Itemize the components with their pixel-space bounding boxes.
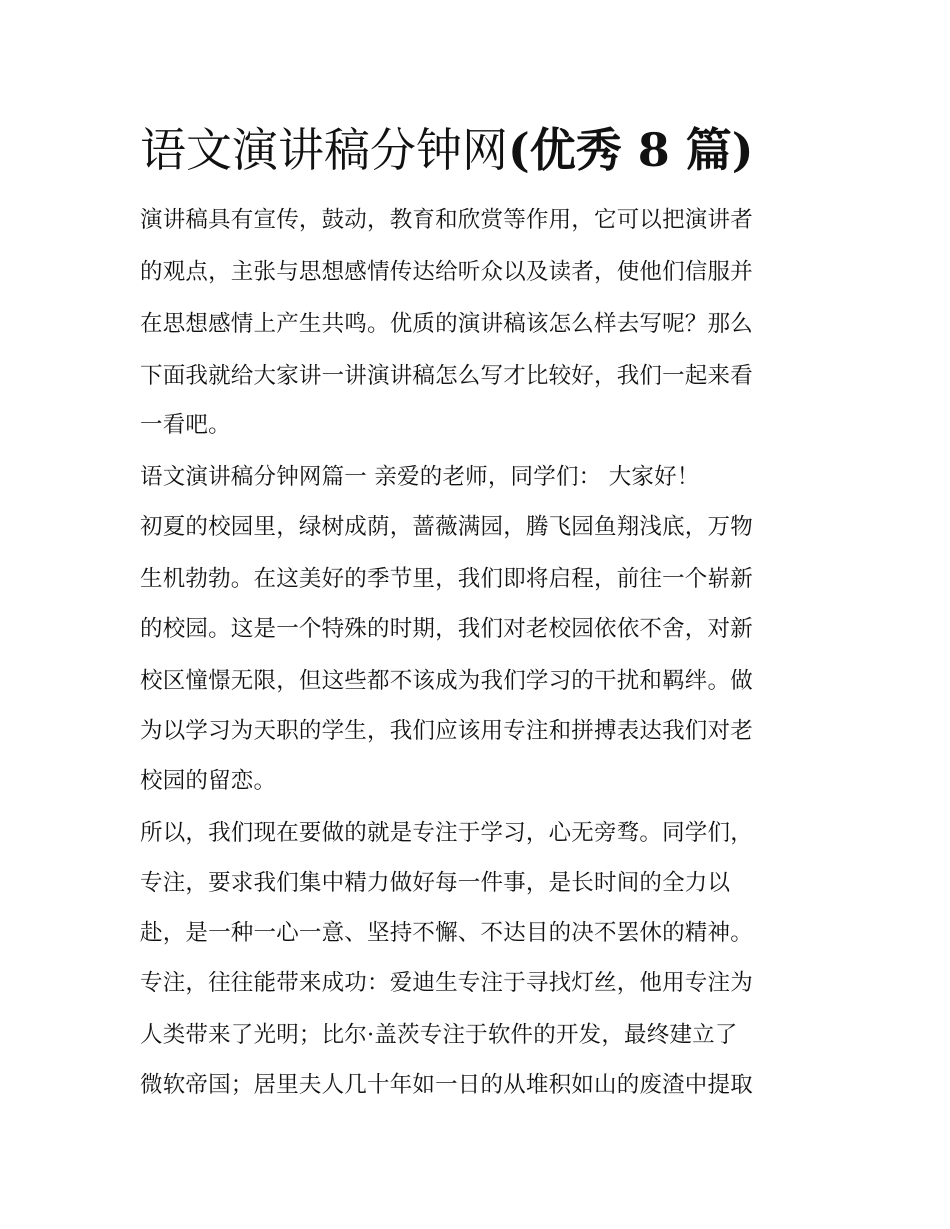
section-heading-line: 语文演讲稿分钟网篇一 亲爱的老师，同学们： 大家好！	[140, 464, 700, 490]
paragraph-line: 下面我就给大家讲一讲演讲稿怎么写才比较好，我们一起来看	[140, 363, 753, 389]
paragraph-line: 人类带来了光明；比尔·盖茨专注于软件的开发，最终建立了	[140, 1022, 738, 1048]
paragraph-line: 赴，是一种一心一意、坚持不懈、不达目的决不罢休的精神。	[140, 920, 753, 946]
paragraph-line: 微软帝国；居里夫人几十年如一日的从堆积如山的废渣中提取	[140, 1072, 753, 1098]
paragraph-line: 演讲稿具有宣传，鼓动，教育和欣赏等作用，它可以把演讲者	[140, 207, 753, 233]
paragraph-line: 在思想感情上产生共鸣。优质的演讲稿该怎么样去写呢？那么	[140, 311, 753, 337]
document-title-count: (优秀 8 篇)	[508, 123, 754, 177]
paragraph-line: 校园的留恋。	[140, 768, 277, 794]
paragraph-line: 为以学习为天职的学生，我们应该用专注和拼搏表达我们对老	[140, 718, 753, 744]
paragraph-line: 的观点，主张与思想感情传达给听众以及读者，使他们信服并	[140, 259, 753, 285]
paragraph-line: 的校园。这是一个特殊的时期，我们对老校园依依不舍，对新	[140, 616, 753, 642]
paragraph-line: 初夏的校园里，绿树成荫，蔷薇满园，腾飞园鱼翔浅底，万物	[140, 514, 753, 540]
paragraph-line: 所以，我们现在要做的就是专注于学习，心无旁骛。同学们，	[140, 820, 753, 846]
document-title-main: 语文演讲稿分钟网	[140, 123, 508, 177]
paragraph-line: 生机勃勃。在这美好的季节里，我们即将启程，前往一个崭新	[140, 566, 753, 592]
paragraph-line: 一看吧。	[140, 412, 231, 438]
paragraph-line: 专注，往往能带来成功：爱迪生专注于寻找灯丝，他用专注为	[140, 970, 753, 996]
paragraph-line: 专注，要求我们集中精力做好每一件事，是长时间的全力以	[140, 870, 731, 896]
paragraph-line: 校区憧憬无限，但这些都不该成为我们学习的干扰和羁绊。做	[140, 668, 753, 694]
document-title	[140, 118, 840, 182]
